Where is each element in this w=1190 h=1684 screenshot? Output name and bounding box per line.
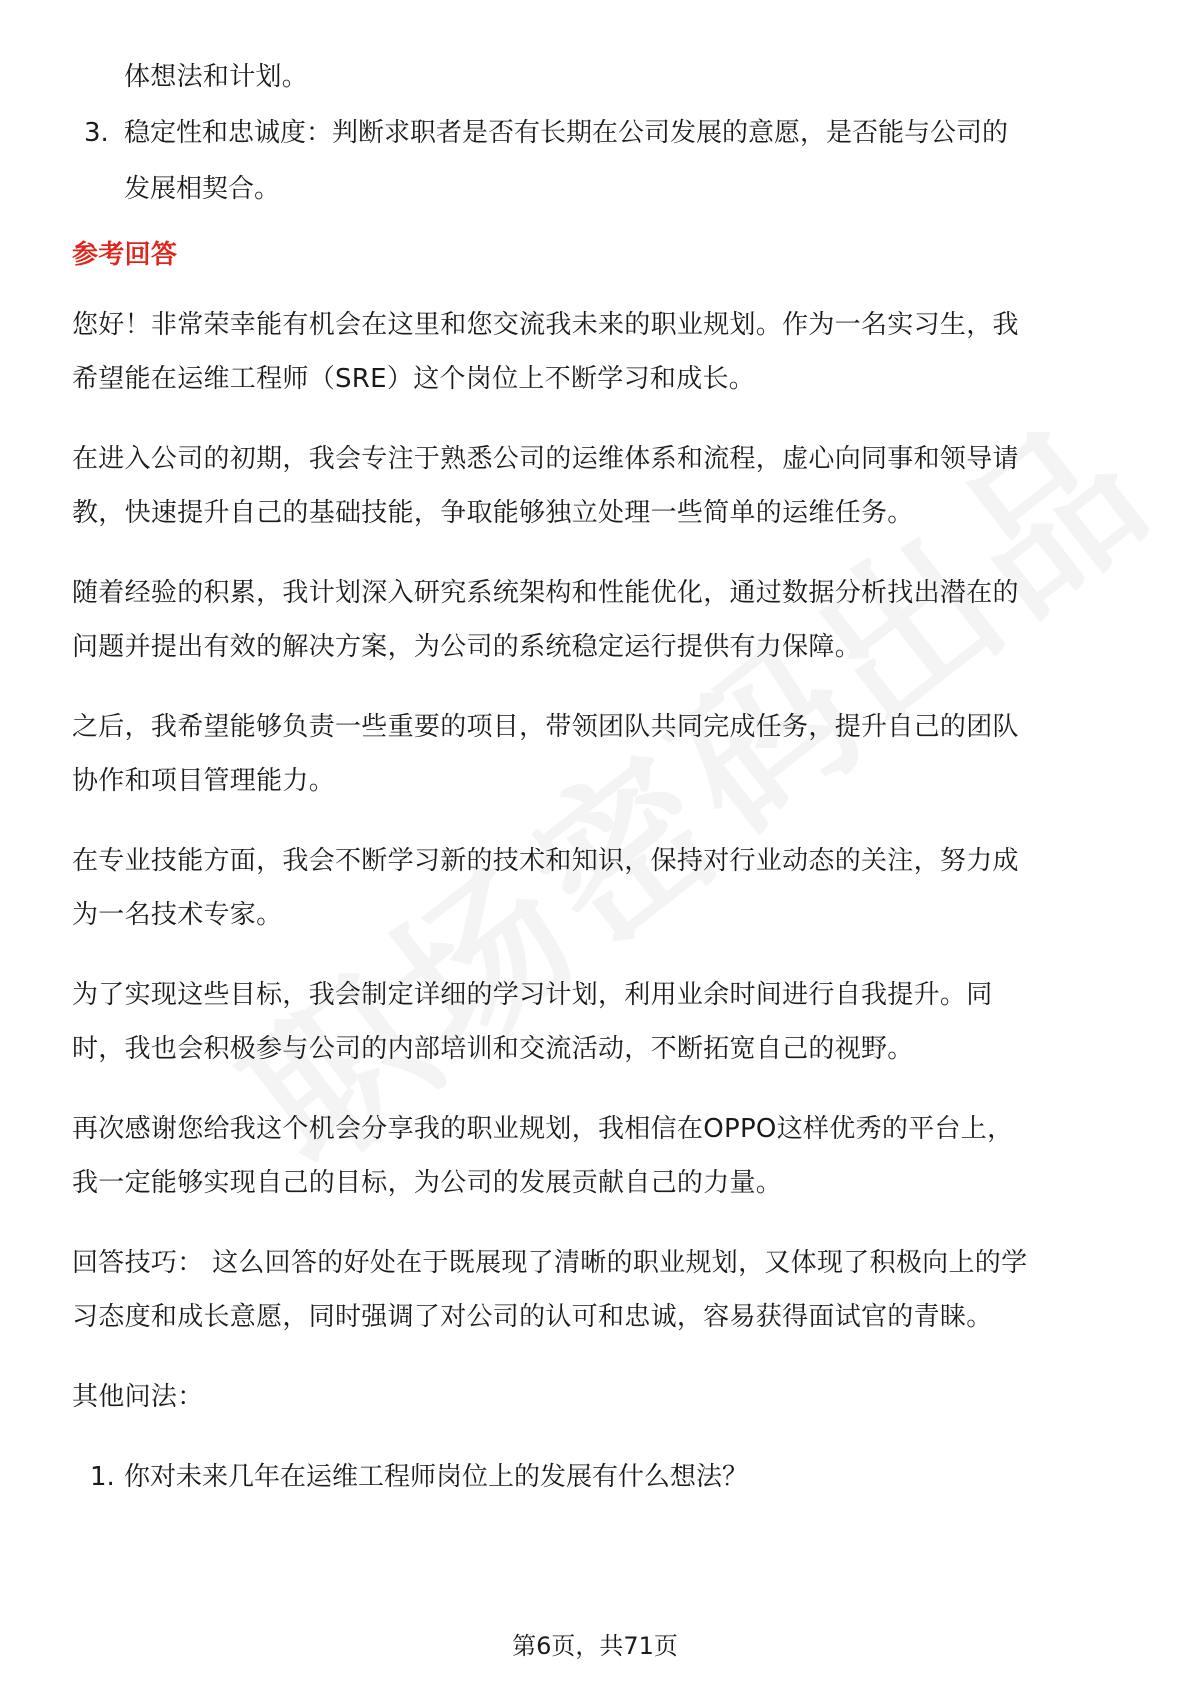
other-questions-label: 其他问法： (72, 1382, 204, 1412)
paragraph-line: 时，我也会积极参与公司的内部培训和交流活动，不断拓宽自己的视野。 (72, 1034, 914, 1064)
paragraph-line: 协作和项目管理能力。 (72, 766, 336, 796)
paragraph-line: 您好！非常荣幸能有机会在这里和您交流我未来的职业规划。作为一名实习生，我 (72, 310, 1019, 340)
list-continuation: 体想法和计划。 (124, 62, 309, 92)
list-item-line: 发展相契合。 (124, 174, 281, 204)
paragraph-line: 为一名技术专家。 (72, 900, 283, 930)
other-question-text: 你对未来几年在运维工程师岗位上的发展有什么想法？ (124, 1462, 749, 1492)
paragraph-line: 再次感谢您给我这个机会分享我的职业规划，我相信在OPPO这样优秀的平台上， (72, 1114, 1014, 1144)
section-heading: 参考回答 (72, 240, 178, 270)
answer-tip-line: 回答技巧： 这么回答的好处在于既展现了清晰的职业规划，又体现了积极向上的学 (72, 1248, 1028, 1278)
paragraph-line: 教，快速提升自己的基础技能，争取能够独立处理一些简单的运维任务。 (72, 498, 914, 528)
list-item-line: 稳定性和忠诚度：判断求职者是否有长期在公司发展的意愿，是否能与公司的 (124, 118, 1009, 148)
paragraph-line: 在进入公司的初期，我会专注于熟悉公司的运维体系和流程，虚心向同事和领导请 (72, 444, 1019, 474)
page-footer: 第6页，共71页 (512, 1632, 678, 1660)
list-number: 3. (84, 118, 109, 148)
list-number: 1. (90, 1462, 115, 1492)
answer-tip-line: 习态度和成长意愿，同时强调了对公司的认可和忠诚，容易获得面试官的青睐。 (72, 1302, 993, 1332)
paragraph-line: 为了实现这些目标，我会制定详细的学习计划，利用业余时间进行自我提升。同 (72, 980, 993, 1010)
paragraph-line: 在专业技能方面，我会不断学习新的技术和知识，保持对行业动态的关注，努力成 (72, 846, 1019, 876)
paragraph-line: 我一定能够实现自己的目标，为公司的发展贡献自己的力量。 (72, 1168, 783, 1198)
paragraph-line: 之后，我希望能够负责一些重要的项目，带领团队共同完成任务，提升自己的团队 (72, 712, 1019, 742)
paragraph-line: 希望能在运维工程师（SRE）这个岗位上不断学习和成长。 (72, 364, 756, 394)
paragraph-line: 问题并提出有效的解决方案，为公司的系统稳定运行提供有力保障。 (72, 632, 862, 662)
paragraph-line: 随着经验的积累，我计划深入研究系统架构和性能优化，通过数据分析找出潜在的 (72, 578, 1019, 608)
